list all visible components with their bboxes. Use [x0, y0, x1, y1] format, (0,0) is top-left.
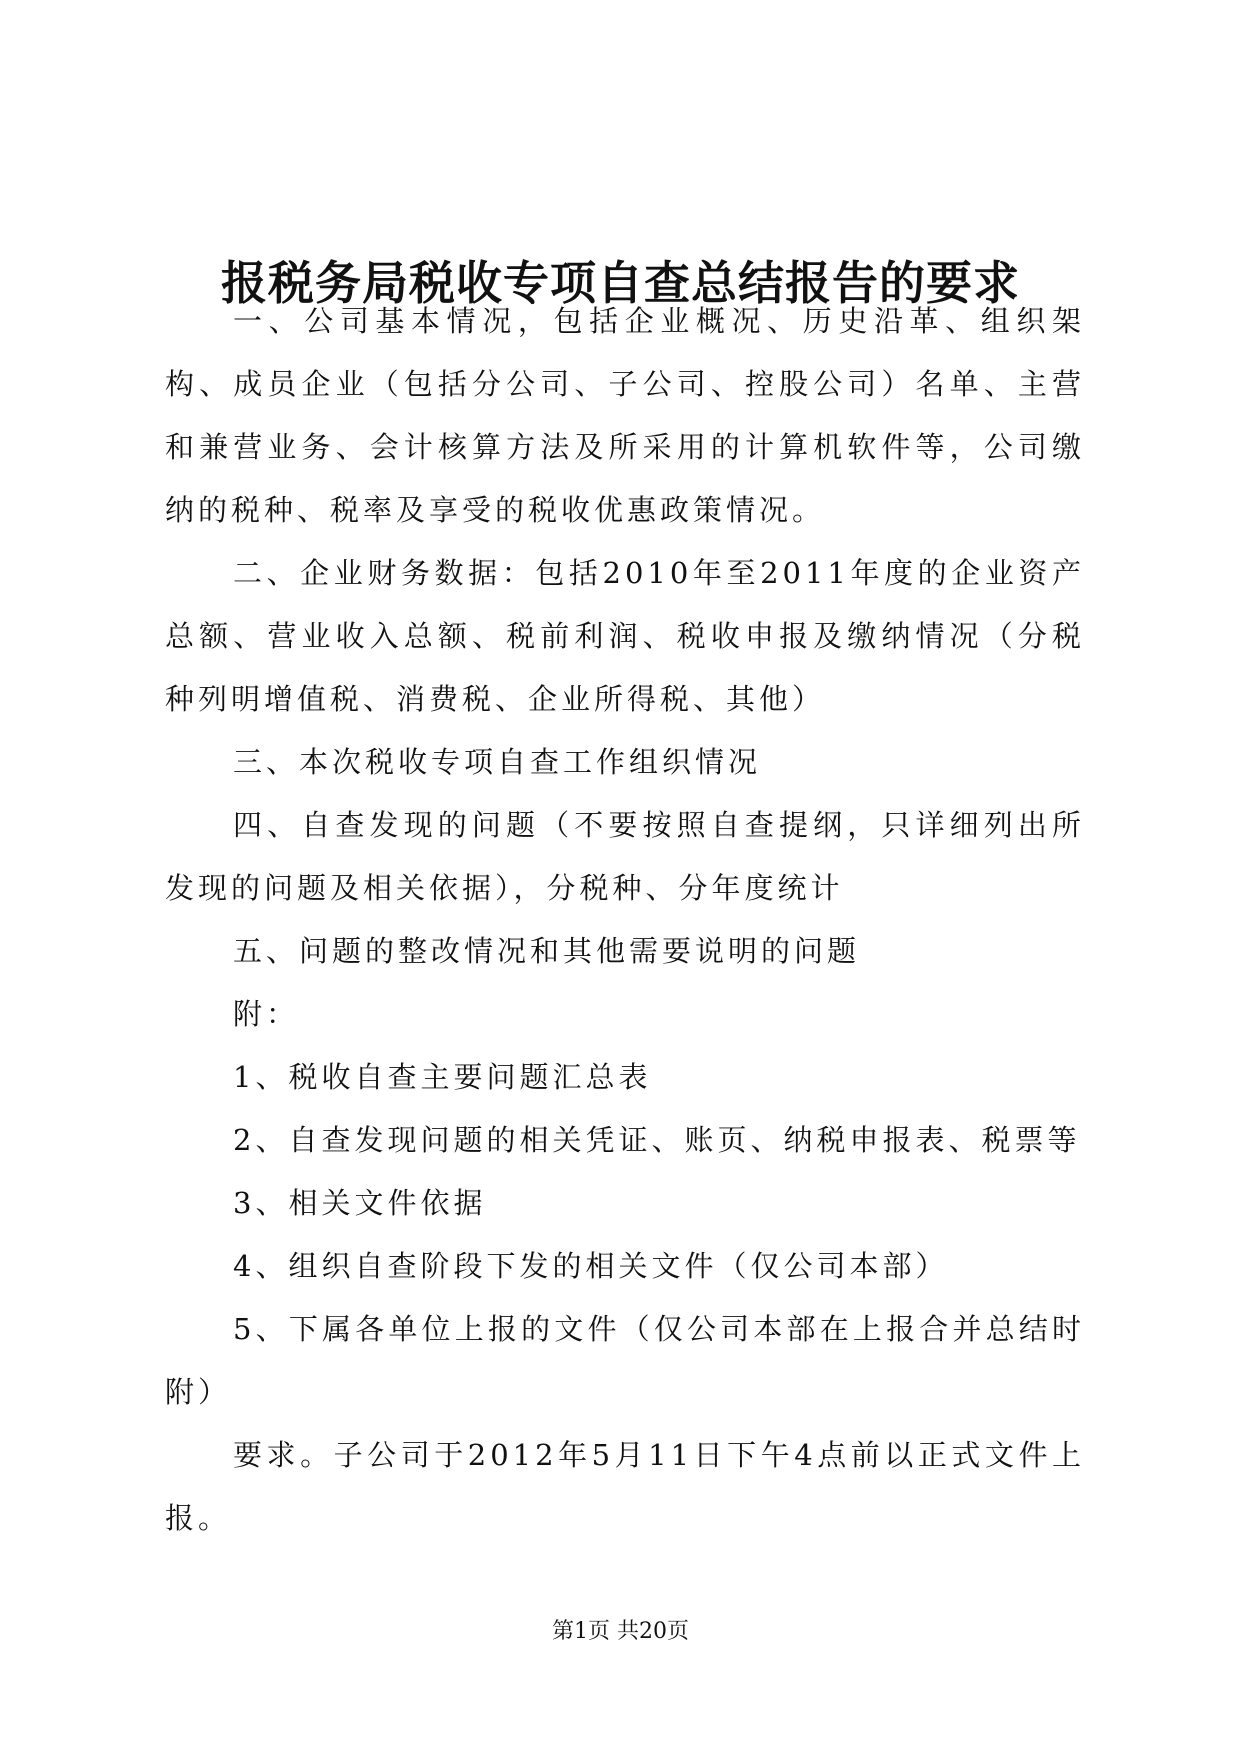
attachment-item-5: 5、下属各单位上报的文件（仅公司本部在上报合并总结时附）: [165, 1312, 1085, 1409]
document-body: [165, 290, 1085, 1550]
attachment-item-1: 1、税收自查主要问题汇总表: [233, 1060, 652, 1094]
paragraph-rectification: 五、问题的整改情况和其他需要说明的问题: [233, 934, 861, 968]
paragraph-issues-found: 四、自查发现的问题（不要按照自查提纲，只详细列出所发现的问题及相关依据），分税种、分年度统计: [165, 808, 1085, 905]
attachment-item-3: 3、相关文件依据: [233, 1186, 487, 1220]
paragraph-company-info: 一、公司基本情况，包括企业概况、历史沿革、组织架构、成员企业（包括分公司、子公司、控股公司）名单、主营和兼营业务、会计核算方法及所采用的计算机软件等，公司缴纳的税种、税率及享受的税收优惠政策情况。: [165, 304, 1085, 527]
paragraph-attachments-heading: 附：: [233, 997, 300, 1031]
paragraph-requirement: 要求。子公司于2012年5月11日下午4点前以正式文件上报。: [165, 1438, 1085, 1535]
paragraph-financial-data: 二、企业财务数据：包括2010年至2011年度的企业资产总额、营业收入总额、税前利润、税收申报及缴纳情况（分税种列明增值税、消费税、企业所得税、其他）: [165, 556, 1085, 716]
page-number-footer: 第1页 共20页: [552, 1619, 689, 1644]
document-title: 报税务局税收专项自查总结报告的要求: [221, 255, 1020, 310]
attachment-item-4: 4、组织自查阶段下发的相关文件（仅公司本部）: [233, 1249, 949, 1283]
paragraph-organization: 三、本次税收专项自查工作组织情况: [233, 745, 762, 779]
attachment-item-2: 2、自查发现问题的相关凭证、账页、纳税申报表、税票等: [233, 1123, 1081, 1157]
